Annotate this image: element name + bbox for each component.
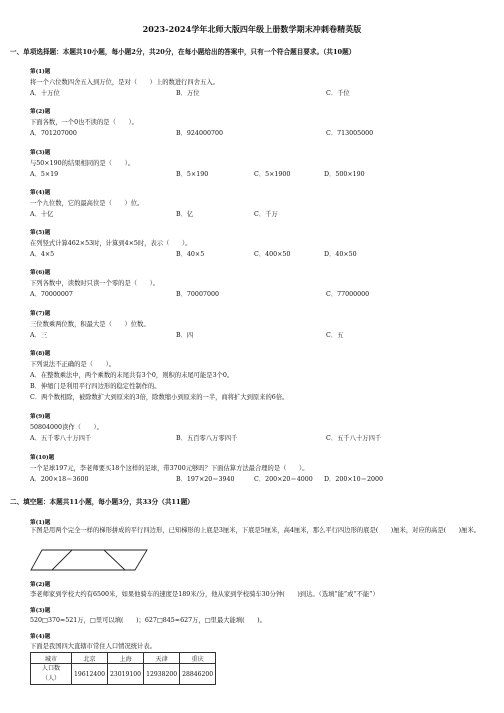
table-header-cell: 上海 [108,653,144,664]
option-a: A．200×18＝3600 [30,476,89,483]
question-number: 第(2)题 [30,582,51,588]
option-d: D．200×10＝2000 [324,476,383,483]
question-number: 第(4)题 [30,190,51,196]
option-a: A．三 [30,332,48,339]
question-stem: 下列各数中，读数时只读一个零的是（ ）。 [30,280,160,287]
option-a: A．五千零八十万四千 [30,435,92,442]
row-label-line1: 人口数 [41,665,61,672]
table-cell: 12938200 [144,664,180,685]
option-a: A．十亿 [30,211,54,218]
table-header-cell: 城市 [31,653,72,664]
question-stem: 与50×190的结果相同的是（ ）。 [30,160,135,167]
option-c: C．千位 [326,90,350,97]
question-stem: 李老师家到学校大约有6500米，如果他骑车的速度是189米/分，他从家到学校骑车30分钟( )到达。（选填“能”或“不能”） [30,591,379,598]
option-b: B．伸缩门是利用平行四边形的稳定性制作的。 [30,383,161,390]
question-stem: 520□370≈521万，□里可以填( )；627□845≈627万，□里最大能填( )。 [30,617,266,624]
option-b: B．五百零八万零四千 [176,435,238,442]
option-c: C．五 [326,332,344,339]
option-a: A．701207000 [30,130,77,137]
option-b: B．924000700 [176,130,223,137]
question-number: 第(8)题 [30,351,51,357]
option-b: B．5×190 [176,171,209,178]
option-c: C．200×20＝4000 [254,476,313,483]
option-c: C．两个数相除，被除数扩大到原来的3倍，除数缩小到原来的一半，商将扩大到原来的6倍。 [30,394,289,401]
page-title: 2023-2024学年北师大版四年级上册数学期末冲刺卷精英版 [142,24,362,34]
question-stem: 下面各数，一个0也不读的是（ ）。 [30,119,138,126]
option-b: B．197×20＝3940 [176,476,235,483]
question-number: 第(4)题 [30,634,51,640]
question-stem: 下列说法不正确的是（ ）。 [30,361,116,368]
question-number: 第(2)题 [30,109,51,115]
question-number: 第(7)题 [30,311,51,317]
table-cell: 23019100 [108,664,144,685]
table-cell: 19612400 [72,664,108,685]
question-number: 第(10)题 [30,455,55,461]
option-c: C．77000000 [326,291,370,298]
question-stem: 一个足球197元，李老师要买18个这样的足球，带3700元够吗？下面估算方法最合理的是（ ）。 [30,465,309,472]
option-d: D．40×50 [324,251,357,258]
question-stem: 下图是用两个完全一样的梯形拼成的平行四边形，已知梯形的上底是3厘米，下底是5厘米，高4厘米，那么平行四边形的底是( )厘米，对应的高是( )厘米。 [30,527,481,534]
table-row [31,664,216,685]
section-heading-fill: 二、填空题：本题共11小题，每小题3分，共33分（共11题） [10,498,194,506]
question-stem: 在列竖式计算462×53时，计算到4×5时，表示（ ）。 [30,240,192,247]
option-b: B．70007000 [176,291,219,298]
question-stem: 将一个六位数四舍五入到万位，是对（ ）上的数进行四舍五入。 [30,79,219,86]
question-number: 第(1)题 [30,69,51,75]
question-number: 第(1)题 [30,520,51,526]
option-a: A．5×19 [30,171,59,178]
option-a: A．在整数乘法中，两个乘数的末尾共有3个0，则积的末尾可能是3个0。 [30,372,234,379]
option-b: B．40×5 [176,251,205,258]
parallelogram-figure [30,549,148,571]
question-number: 第(5)题 [30,230,51,236]
section-heading-choice: 一、单项选择题：本题共10小题，每小题2分，共20分，在每小题给出的答案中，只有一个符合题目要求。（共10题） [10,48,356,56]
question-stem: 下面是我国四大直辖市常住人口情况统计表。 [30,643,156,650]
table-header-cell: 北京 [72,653,108,664]
question-number: 第(3)题 [30,150,51,156]
option-c: C．713005000 [326,130,374,137]
question-number: 第(3)题 [30,608,51,614]
option-d: D．500×190 [324,171,365,178]
question-stem: 50804000读作（ ）。 [30,424,103,431]
table-row-label [31,664,72,685]
table-header-cell: 重庆 [180,653,216,664]
option-a: A．4×5 [30,251,55,258]
question-stem: 三位数乘两位数，积最大是（ ）位数。 [30,321,150,328]
option-b: B．四 [176,332,194,339]
table-cell: 28846200 [180,664,216,685]
option-c: C．千万 [254,211,278,218]
table-header-cell: 天津 [144,653,180,664]
option-c: C．五千八十万四千 [326,435,382,442]
option-b: B．亿 [176,211,194,218]
question-number: 第(6)题 [30,270,51,276]
option-b: B．万位 [176,90,200,97]
option-c: C．5×1900 [254,171,291,178]
question-stem: 一个九位数，它的最高位是（ ）位。 [30,200,144,207]
population-table [30,652,216,685]
option-a: A．70000007 [30,291,73,298]
option-c: C．400×50 [254,251,291,258]
question-number: 第(9)题 [30,414,51,420]
option-a: A．十万位 [30,90,60,97]
table-header-row [31,653,216,664]
row-label-line2: （人） [41,675,61,682]
